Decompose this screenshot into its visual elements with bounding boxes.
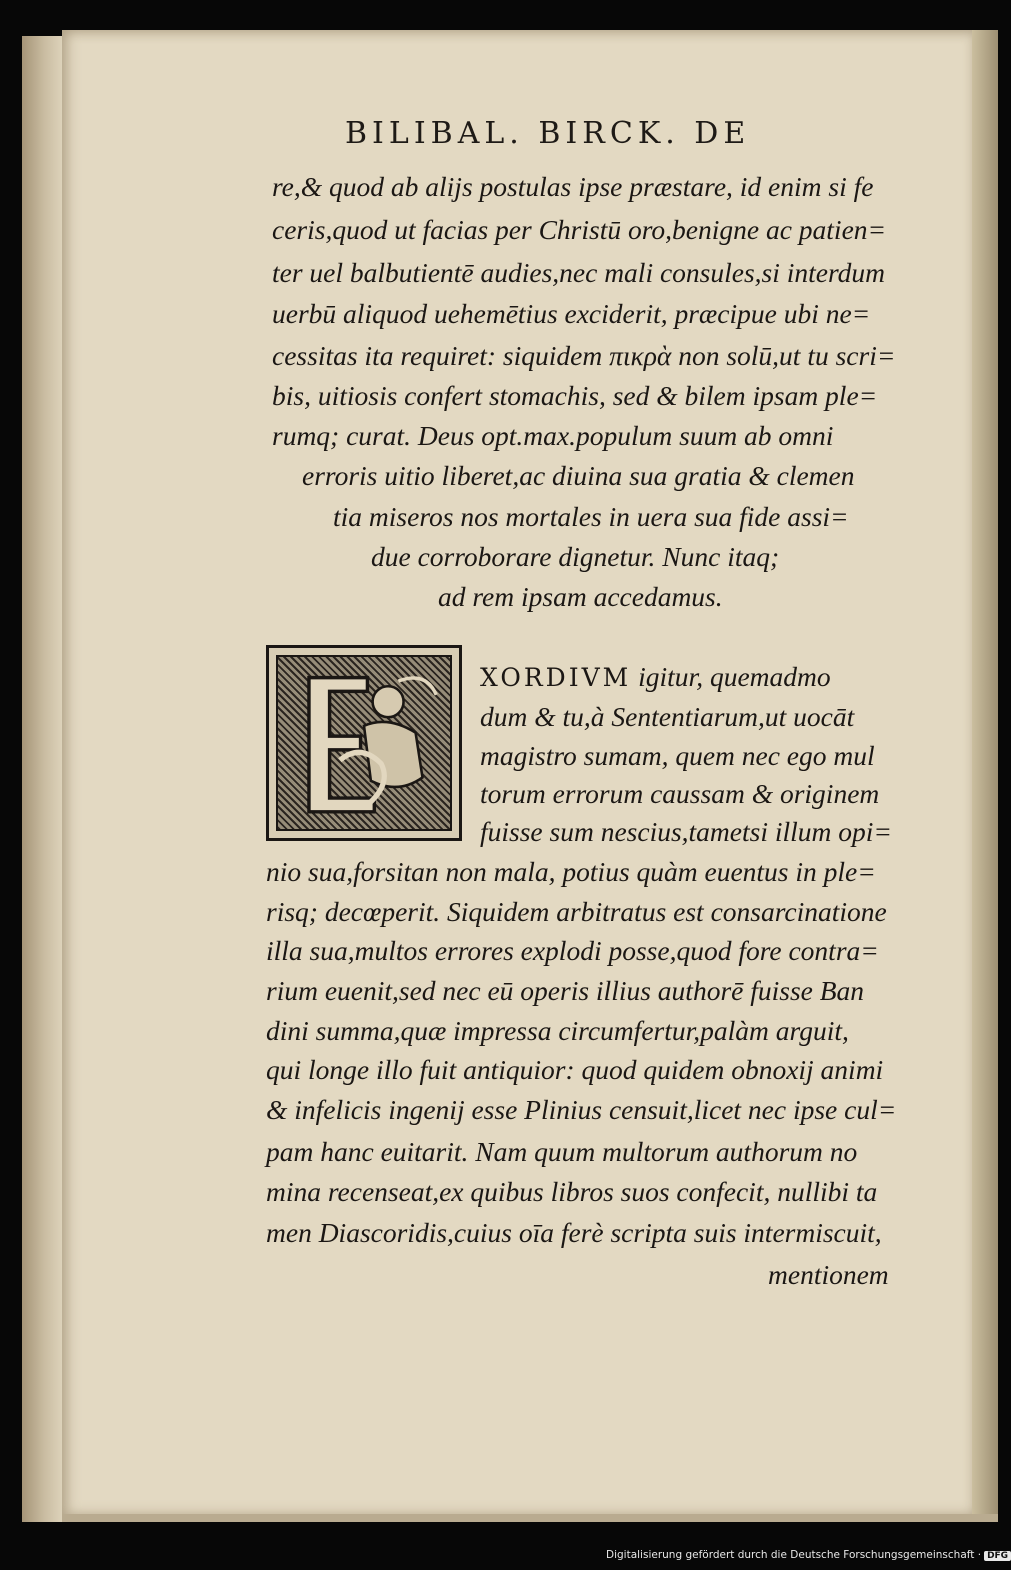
dfg-logo: DFG: [984, 1551, 1011, 1561]
digitization-footer: [606, 1549, 1009, 1567]
intro-line: ad rem ipsam accedamus.: [438, 581, 723, 612]
catchword: mentionem: [768, 1259, 889, 1290]
body-line: magistro sumam, quem nec ego mul: [480, 740, 875, 771]
intro-line: uerbū aliquod uehemētius exciderit, præcipue ubi ne=: [272, 298, 871, 329]
body-line: torum errorum caussam & originem: [480, 778, 880, 809]
intro-line: tia miseros nos mortales in uera sua fide assi=: [333, 501, 849, 532]
body-line: qui longe illo fuit antiquior: quod quidem obnoxij animi: [266, 1054, 884, 1085]
body-line: pam hanc euitarit. Nam quum multorum authorum no: [266, 1136, 858, 1167]
body-line-first: [480, 660, 831, 695]
body-line: rium euenit,sed nec eū operis illius authorē fuisse Ban: [266, 975, 865, 1006]
body-line-first-rest: igitur, quemadmo: [631, 661, 831, 692]
body-line: dini summa,quæ impressa circumfertur,palàm arguit,: [266, 1015, 849, 1046]
body-line: fuisse sum nescius,tametsi illum opi=: [480, 816, 892, 847]
intro-line: rumq; curat. Deus opt.max.populum suum ab omni: [272, 420, 834, 451]
page-stack-edge: [22, 36, 62, 1522]
body-line: dum & tu,à Sententiarum,ut uocāt: [480, 701, 855, 732]
intro-line: bis, uitiosis confert stomachis, sed & bilem ipsam ple=: [272, 380, 878, 411]
intro-line: due corroborare dignetur. Nunc itaq;: [371, 541, 780, 572]
footer-text: Digitalisierung gefördert durch die Deutsche Forschungsgemeinschaft ·: [606, 1549, 982, 1561]
decorated-initial: [266, 645, 462, 841]
running-head: BILIBAL. BIRCK. DE: [345, 116, 751, 151]
intro-line: re,& quod ab alijs postulas ipse præstare, id enim si fe: [272, 171, 874, 202]
intro-line: ceris,quod ut facias per Christū oro,benigne ac patien=: [272, 214, 887, 245]
body-line: mina recenseat,ex quibus libros suos confecit, nullibi ta: [266, 1176, 878, 1207]
incipit: XORDIVM: [480, 663, 632, 692]
gutter-edge: [972, 30, 998, 1514]
body-line: illa sua,multos errores explodi posse,quod fore contra=: [266, 935, 879, 966]
woodcut-figure-icon: [278, 657, 450, 829]
body-line: nio sua,forsitan non mala, potius quàm euentus in ple=: [266, 856, 876, 887]
intro-line: ter uel balbutientē audies,nec mali consules,si interdum: [272, 257, 886, 288]
intro-line: erroris uitio liberet,ac diuina sua gratia & clemen: [302, 460, 855, 491]
body-line: men Diascoridis,cuius oīa ferè scripta suis intermiscuit,: [266, 1217, 882, 1248]
intro-line: cessitas ita requiret: siquidem πικρὰ non solū,ut tu scri=: [272, 340, 896, 371]
body-line: & infelicis ingenij esse Plinius censuit,licet nec ipse cul=: [266, 1094, 897, 1125]
body-line: risq; decœperit. Siquidem arbitratus est consarcinatione: [266, 896, 887, 927]
woodcut-illustration: [276, 655, 452, 831]
